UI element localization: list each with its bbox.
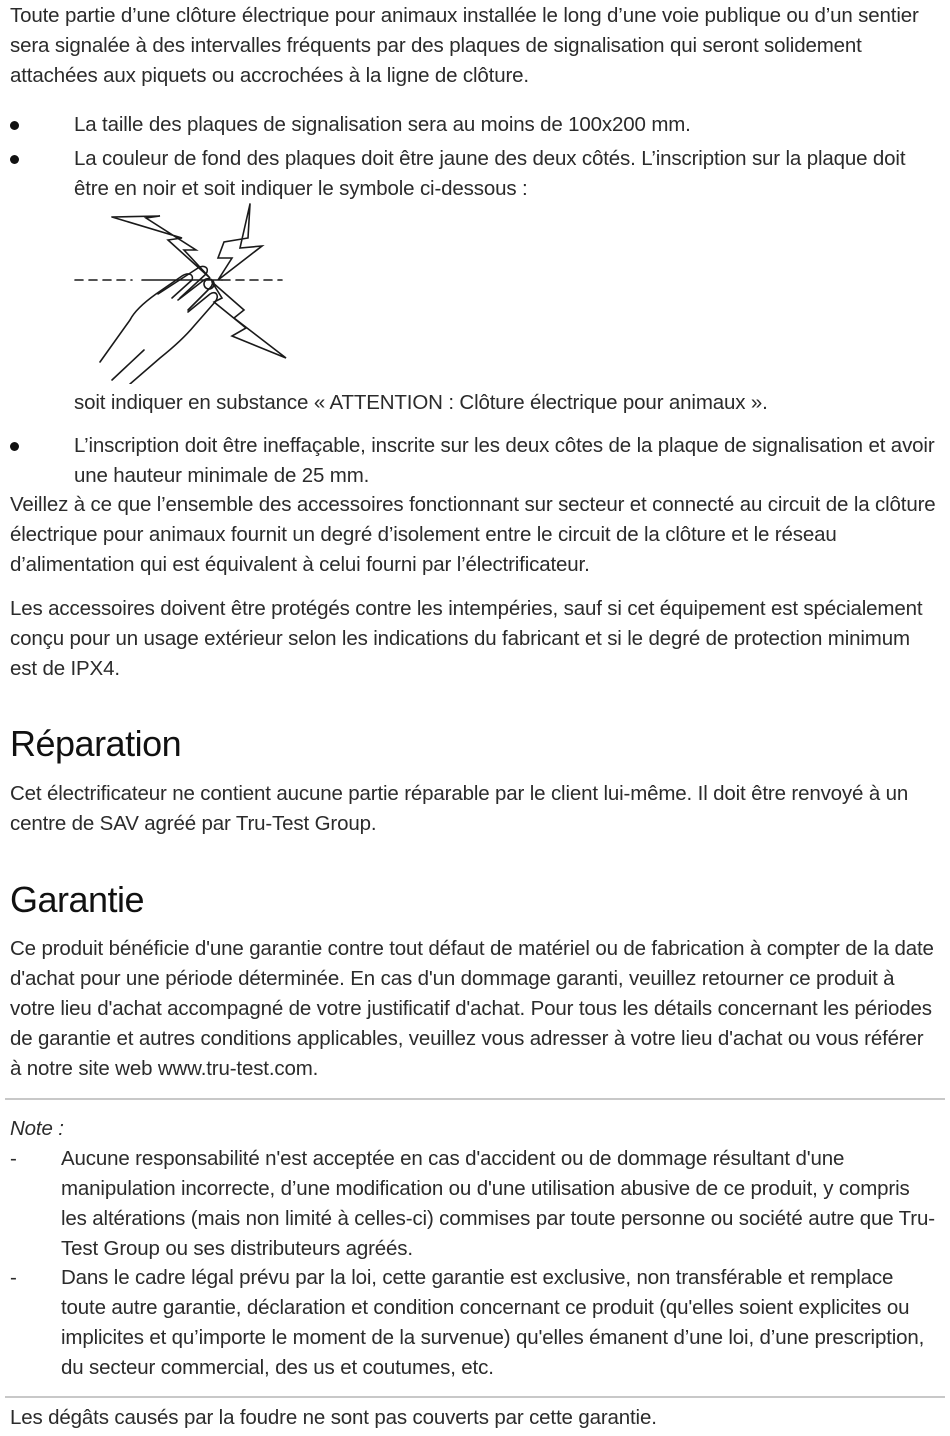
note-top-divider bbox=[5, 1098, 945, 1100]
accessories-isolation-paragraph: Veillez à ce que l’ensemble des accessoires fonctionnant sur secteur et connecté au circuit de la clôture électrique pour animaux fournit un degré d’isolement entre le circuit de la clôture et le réseau d’alimentation qui est équivalent à celui fourni par l’électrificateur. bbox=[10, 493, 936, 576]
bullet-text: La couleur de fond des plaques doit être jaune des deux côtés. L’inscription sur la plaque doit être en noir et soit indiquer le symbole ci-dessous : bbox=[74, 147, 906, 200]
dash-marker: - bbox=[10, 1266, 17, 1289]
bullet-icon bbox=[10, 121, 19, 130]
bullet-text: L’inscription doit être ineffaçable, inscrite sur les deux côtes de la plaque de signalisation et avoir une hauteur minimale de 25 mm. bbox=[74, 434, 935, 487]
note-item-exclusive bbox=[10, 1263, 940, 1383]
note-item-text: Aucune responsabilité n'est acceptée en cas d'accident ou de dommage résultant d'une manipulation incorrecte, d’une modification ou d'une utilisation abusive de ce produit, y compris les altérations (mais non limité à celles-ci) commises par toute personne ou société autre que Tru-Test Group ou ses distributeurs agréés. bbox=[61, 1147, 935, 1260]
bullet-icon bbox=[10, 442, 19, 451]
intro-paragraph: Toute partie d’une clôture électrique pour animaux installée le long d’une voie publique ou d’un sentier sera signalée à des intervalles fréquents par des plaques de signalisation qui seront solidement attachées aux piquets ou accrochées à la ligne de clôture. bbox=[10, 4, 919, 87]
note-bottom-divider bbox=[5, 1396, 945, 1398]
lightning-note: Les dégâts causés par la foudre ne sont pas couverts par cette garantie. bbox=[10, 1406, 657, 1429]
warranty-paragraph: Ce produit bénéficie d'une garantie contre tout défaut de matériel ou de fabrication à compter de la date d'achat pour une période déterminée. En cas d'un dommage garanti, veuillez retourner ce produit à votre lieu d'achat accompagné de votre justificatif d'achat. Pour tous les détails concernant les périodes de garantie et autres conditions applicables, veuillez vous adresser à votre lieu d'achat ou vous référer à notre site web www.tru-test.com. bbox=[10, 937, 934, 1080]
note-item-liability bbox=[10, 1144, 940, 1264]
accessories-weather-paragraph: Les accessoires doivent être protégés contre les intempéries, sauf si cet équipement est spécialement conçu pour un usage extérieur selon les indications du fabricant et si le degré de protection minimum est de IPX4. bbox=[10, 597, 923, 680]
hand-touching-electric-fence-warning-icon bbox=[72, 202, 287, 384]
bullet-item-inscription bbox=[10, 431, 940, 491]
bullet-item-sign-color bbox=[10, 144, 940, 204]
note-item-text: Dans le cadre légal prévu par la loi, cette garantie est exclusive, non transférable et remplace toute autre garantie, déclaration et condition concernant ce produit (qu'elles soient explicites ou implicites et qu’importe le moment de la survenue) qu'elles émanent d’une loi, d’une prescription, du secteur commercial, des us et coutumes, etc. bbox=[61, 1266, 925, 1379]
note-label: Note : bbox=[10, 1117, 64, 1140]
warranty-heading: Garantie bbox=[10, 879, 145, 920]
bullet-icon bbox=[10, 155, 19, 164]
bullet-item-sign-size bbox=[10, 110, 940, 140]
repair-heading: Réparation bbox=[10, 723, 182, 764]
dash-marker: - bbox=[10, 1147, 17, 1170]
substance-text: soit indiquer en substance « ATTENTION : Clôture électrique pour animaux ». bbox=[74, 391, 768, 414]
repair-paragraph: Cet électrificateur ne contient aucune partie réparable par le client lui-même. Il doit être renvoyé à un centre de SAV agréé par Tru-Test Group. bbox=[10, 782, 909, 835]
bullet-text: La taille des plaques de signalisation sera au moins de 100x200 mm. bbox=[74, 113, 691, 136]
